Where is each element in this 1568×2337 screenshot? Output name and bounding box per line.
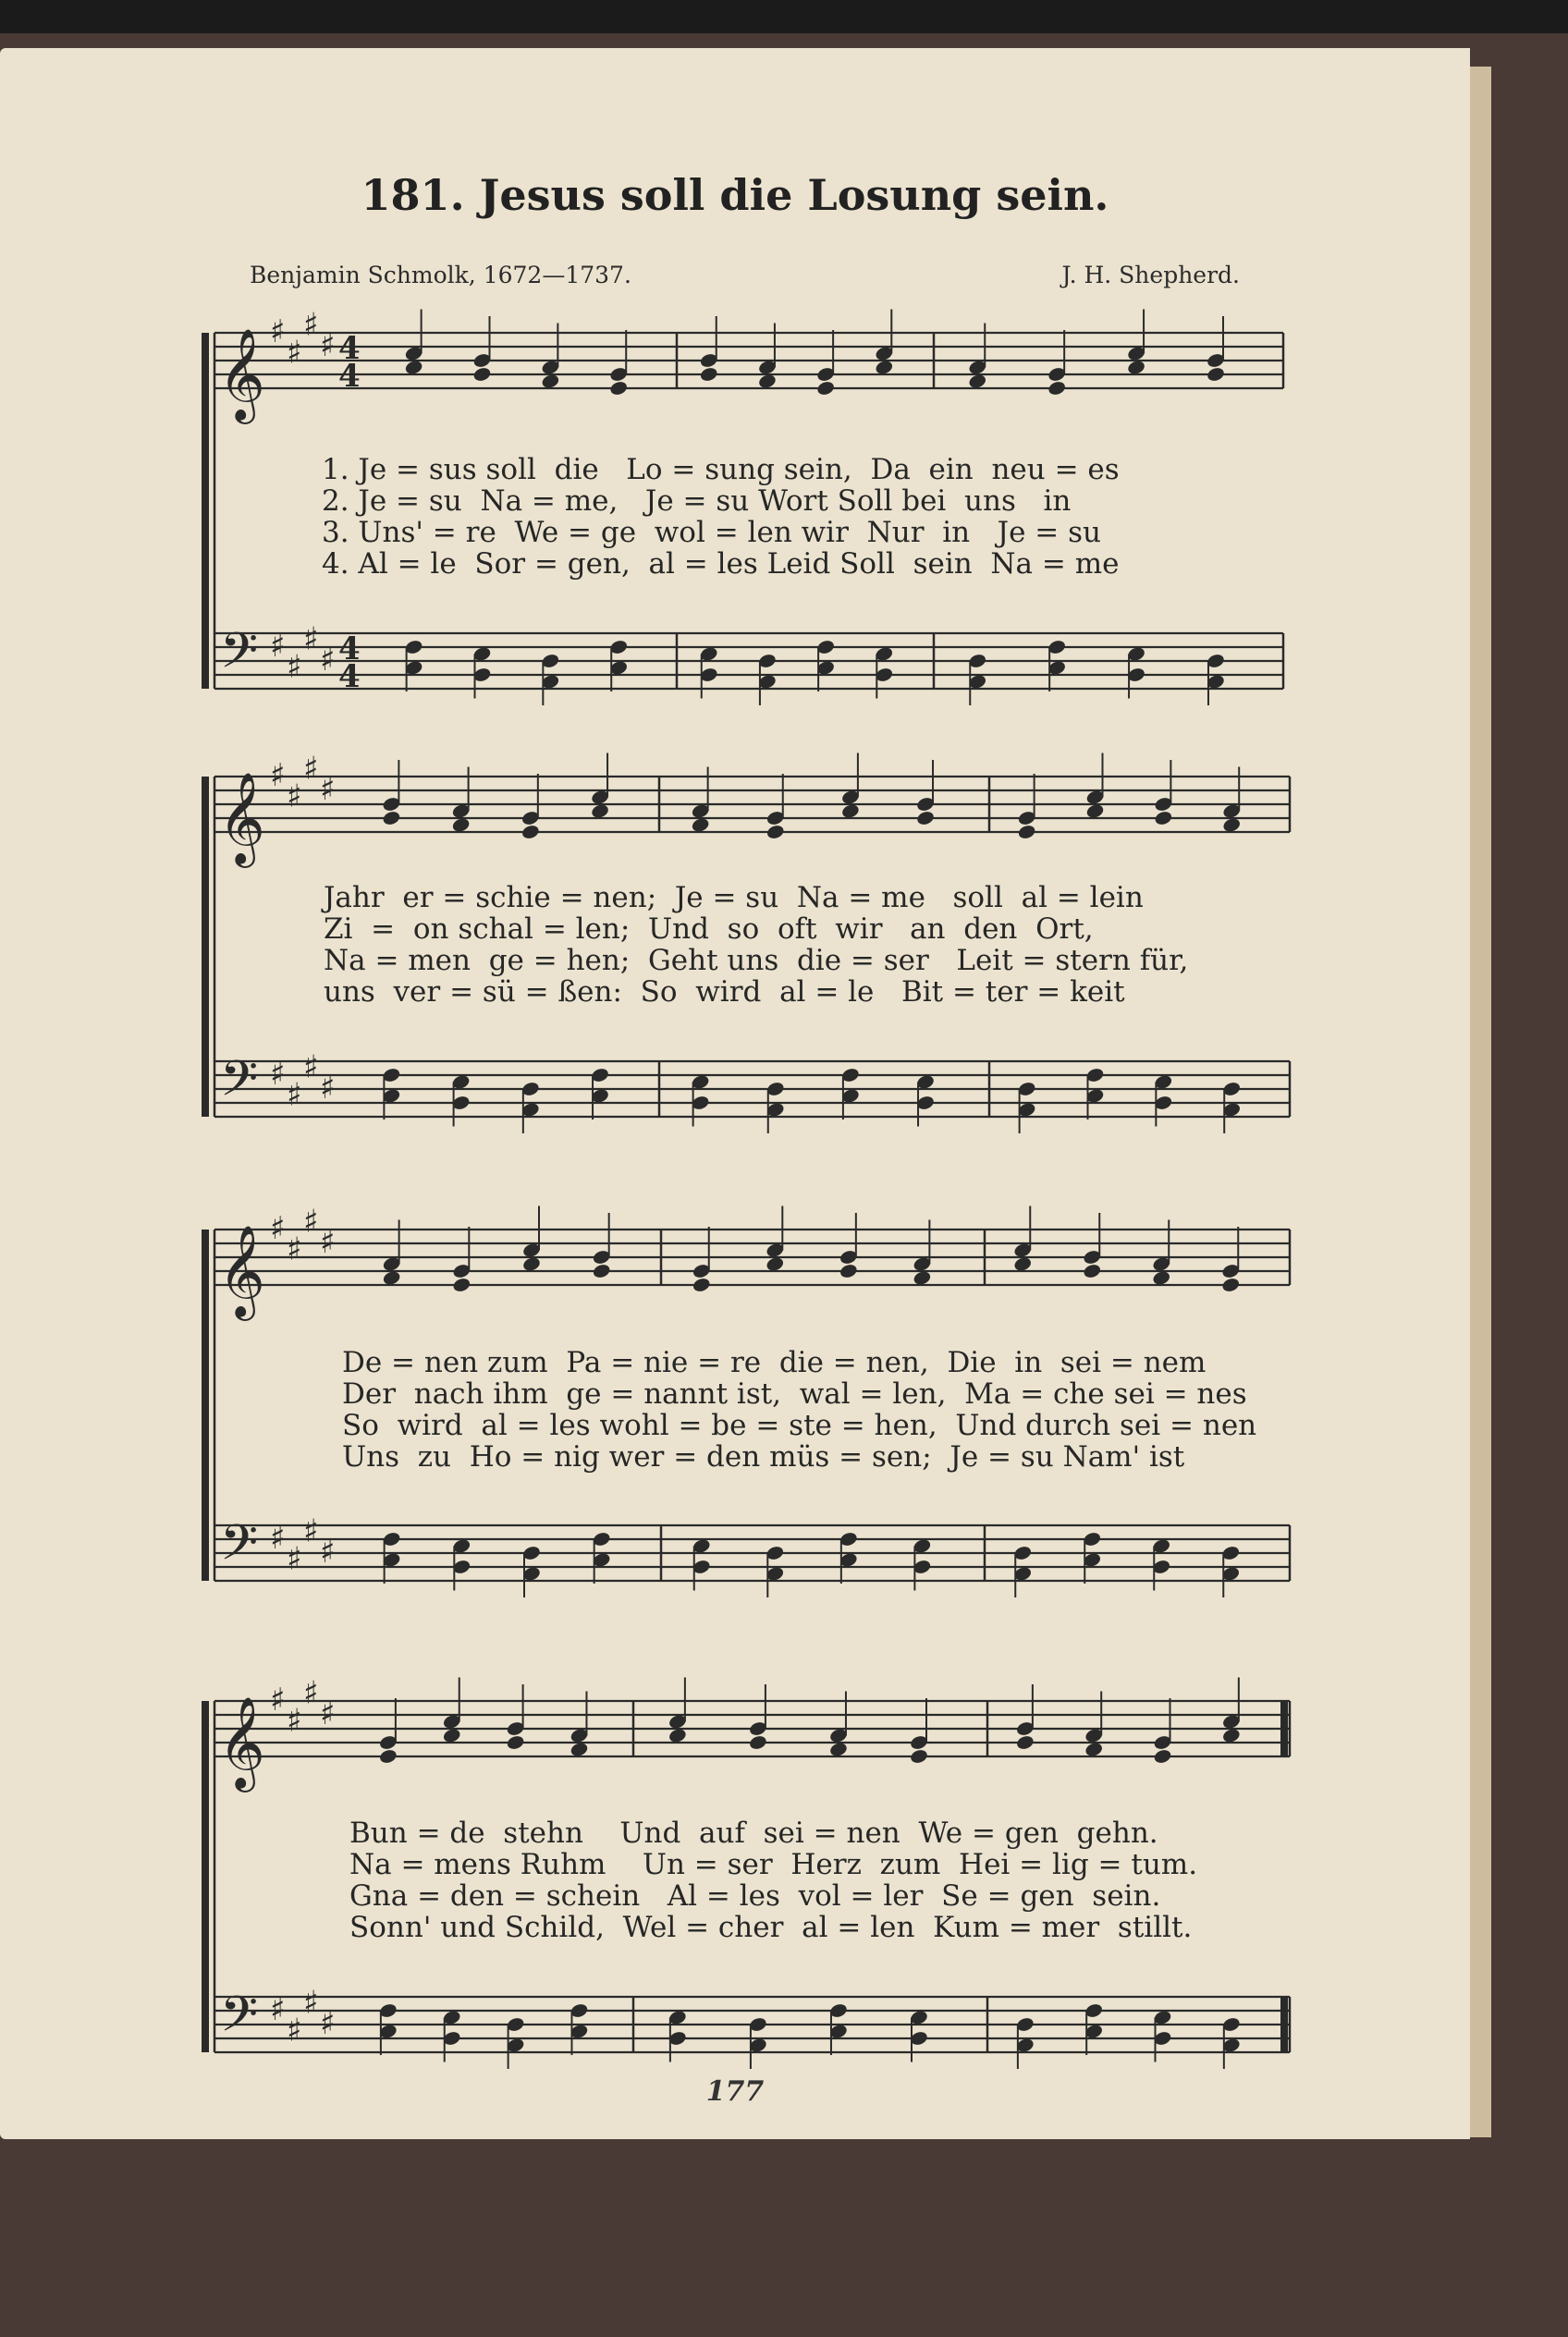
sharp-sign: ♯	[320, 1695, 336, 1732]
lyric-line: 4. Al = le Sor = gen, al = les Leid Soll sein Na = me	[322, 547, 1120, 581]
bass-clef: 𝄢	[220, 1515, 259, 1584]
treble-clef: 𝄞	[218, 1696, 265, 1789]
sharp-sign: ♯	[303, 1674, 319, 1712]
bass-clef: 𝄢	[220, 1051, 259, 1120]
sharp-sign: ♯	[320, 1224, 336, 1261]
sharp-sign: ♯	[287, 648, 302, 686]
sharp-sign: ♯	[303, 1984, 319, 2022]
lyric-line: Zi = on schal = len; Und so oft wir an den Ort,	[324, 912, 1094, 946]
note-head	[815, 380, 835, 397]
sharp-sign: ♯	[270, 757, 286, 794]
time-signature: 4	[338, 358, 361, 395]
note-head	[909, 1748, 928, 1765]
bass-clef: 𝄢	[220, 1987, 259, 2055]
sharp-sign: ♯	[320, 1070, 336, 1107]
note-head	[472, 366, 492, 383]
author-credit: Benjamin Schmolk, 1672—1737.	[250, 262, 631, 288]
time-signature: 4	[338, 658, 361, 695]
sharp-sign: ♯	[270, 1991, 286, 2028]
time-signature: 4	[338, 630, 361, 667]
sharp-sign: ♯	[320, 1534, 336, 1571]
lyric-line: 2. Je = su Na = me, Je = su Wort Soll bei uns in	[322, 484, 1072, 518]
sharp-sign: ♯	[287, 334, 302, 372]
lyric-line: Na = mens Ruhm Un = ser Herz zum Hei = lig = tum.	[349, 1848, 1198, 1881]
sharp-sign: ♯	[303, 750, 319, 788]
sharp-sign: ♯	[270, 1210, 286, 1247]
sharp-sign: ♯	[303, 1512, 319, 1550]
note-head	[1083, 1263, 1102, 1279]
note-head	[609, 380, 629, 397]
note-head	[1221, 1277, 1241, 1293]
note-head	[766, 824, 785, 840]
note-head	[699, 366, 718, 383]
system-bracket	[202, 1701, 209, 2052]
sharp-sign: ♯	[270, 1520, 286, 1557]
sharp-sign: ♯	[287, 2012, 302, 2049]
final-barline	[1280, 1997, 1288, 2052]
sharp-sign: ♯	[270, 1056, 286, 1093]
note-head	[592, 1263, 611, 1279]
sharp-sign: ♯	[287, 1540, 302, 1578]
note-head	[1047, 380, 1066, 397]
sharp-sign: ♯	[270, 313, 286, 350]
composer-credit: J. H. Shepherd.	[1061, 262, 1240, 288]
time-signature: 4	[338, 330, 361, 367]
lyric-line: De = nen zum Pa = nie = re die = nen, Die in sei = nem	[342, 1346, 1207, 1379]
hymn-title: 181. Jesus soll die Losung sein.	[361, 170, 1109, 220]
sharp-sign: ♯	[270, 1682, 286, 1719]
note-head	[1154, 810, 1173, 826]
treble-clef: 𝄞	[218, 1225, 265, 1317]
note-head	[1206, 366, 1225, 383]
treble-clef: 𝄞	[218, 328, 265, 421]
system-bracket	[202, 1230, 209, 1581]
note-head	[521, 824, 540, 840]
lyric-line: 3. Uns' = re We = ge wol = len wir Nur in Je = su	[322, 516, 1102, 549]
lyric-line: Der nach ihm ge = nannt ist, wal = len, Ma = che sei = nes	[342, 1377, 1247, 1411]
lyric-line: Bun = de stehn Und auf sei = nen We = gen gehn.	[349, 1817, 1158, 1850]
lyric-line: Jahr er = schie = nen; Je = su Na = me soll al = lein	[324, 881, 1144, 914]
sharp-sign: ♯	[320, 2005, 336, 2042]
system-bracket	[202, 777, 209, 1117]
sharp-sign: ♯	[320, 327, 336, 364]
lyric-line: Uns zu Ho = nig wer = den müs = sen; Je = su Nam' ist	[342, 1440, 1185, 1474]
page-number: 177	[705, 2075, 765, 2108]
lyric-line: Na = men ge = hen; Geht uns die = ser Leit = stern für,	[324, 944, 1189, 977]
sharp-sign: ♯	[287, 1230, 302, 1268]
sharp-sign: ♯	[320, 771, 336, 808]
note-head	[839, 1263, 858, 1279]
note-head	[452, 1277, 472, 1293]
note-head	[1015, 1734, 1035, 1751]
note-head	[1153, 1748, 1172, 1765]
lyric-line: uns ver = sü = ßen: So wird al = le Bit = ter = keit	[324, 975, 1125, 1009]
bass-clef: 𝄢	[220, 623, 259, 691]
lyric-line: Sonn' und Schild, Wel = cher al = len Kum = mer stillt.	[349, 1911, 1193, 1944]
system-bracket	[202, 333, 209, 689]
note-head	[506, 1734, 525, 1751]
note-head	[748, 1734, 767, 1751]
sharp-sign: ♯	[303, 620, 319, 658]
sharp-sign: ♯	[287, 777, 302, 815]
note-head	[915, 810, 935, 826]
note-head	[692, 1277, 711, 1293]
note-head	[378, 1748, 398, 1765]
note-head	[1017, 824, 1036, 840]
lyric-line: Gna = den = schein Al = les vol = ler Se = gen sein.	[349, 1879, 1161, 1913]
sharp-sign: ♯	[320, 642, 336, 679]
sharp-sign: ♯	[287, 1702, 302, 1740]
sharp-sign: ♯	[303, 306, 319, 344]
lyric-line: 1. Je = sus soll die Lo = sung sein, Da ein neu = es	[322, 453, 1120, 486]
sharp-sign: ♯	[303, 1203, 319, 1241]
lyric-line: So wird al = les wohl = be = ste = hen, Und durch sei = nen	[342, 1409, 1257, 1442]
final-barline	[1280, 1701, 1288, 1756]
treble-clef: 𝄞	[218, 772, 265, 864]
sharp-sign: ♯	[287, 1076, 302, 1114]
note-head	[382, 810, 401, 826]
sharp-sign: ♯	[303, 1048, 319, 1086]
sharp-sign: ♯	[270, 628, 286, 665]
